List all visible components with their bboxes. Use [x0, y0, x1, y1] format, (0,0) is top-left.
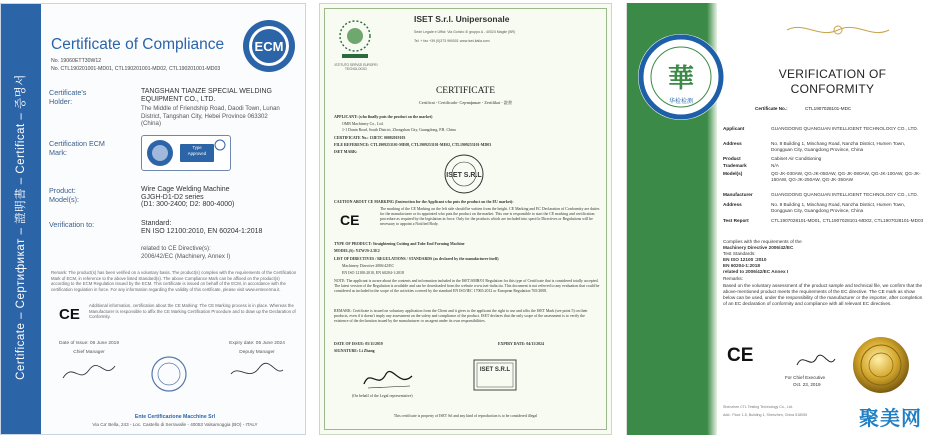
date-of-issue: Date of Issue: 06 June 2019 — [58, 341, 119, 346]
note-paragraph: NOTE: The applicant is aware about the contents and information included in the ISET/SMH/01 Regulation for this type of Certificate that is considered totally accepted. The latest version of the Regulation is available and can be downloaded from the website www.iset-italia.itu. This document is not referred to any evaluation that could be considered as included in the scope of the activities covered by the standard EN ISO/IEC 17065:2012 or European Regulation 765/2008. — [334, 279, 600, 293]
watermark: 聚美网 — [859, 408, 922, 430]
field-label: Test Report — [723, 218, 749, 223]
field-value: Cabinet Air Conditioning — [771, 156, 822, 161]
field-label: Address — [723, 141, 742, 146]
certificate-title: CERTIFICATE — [435, 86, 496, 96]
footer-company: Shenzhen CTL Testing Technology Co., Ltd. — [723, 405, 793, 409]
holder-label: Certificate's Holder: — [49, 88, 87, 106]
field-value: No. 8 Building 1, Minchang Road, Nanzha District, Humen Town, Dongguan City, Guangdong Province, China — [771, 141, 906, 152]
remarks-text: Based on the voluntary assessment of the product sample and technical file, we confirm that the above-mentioned product meets the requirements of the EC directive. The CE mark as show below can be used, under the responsibility of the manufacturer or the importer, after completion of an EC declaration of conformity and compliance with all relevant EC directives. — [723, 283, 923, 306]
expiry-date: Expiry date: 05 June 2024 — [229, 341, 285, 346]
cert-no-value: CTL1907028101-MDC — [805, 106, 852, 111]
holder-value: TANGSHAN TIANZE SPECIAL WELDING EQUIPMENT CO., LTD. — [141, 88, 272, 103]
field-label: Manufacturer — [723, 192, 753, 197]
directive-2: EN ISO 12100:2010, EN 60204-1:2018 — [342, 271, 404, 275]
type-of-product: TYPE OF PRODUCT: Straightening Cutting and Tube End Forming Machine — [334, 242, 465, 246]
signature-caption: (On behalf of the Legal representative) — [352, 394, 413, 398]
footer-company: Ente Certificazione Macchine Srl — [134, 414, 216, 420]
signer-left: Chief Manager — [73, 350, 105, 355]
product-value: Wire Cage Welding Machine GJGH-D1-D2 series (D1: 300-2400; D2: 800-4000) — [141, 186, 235, 208]
certificate-no: CERTIFICATE No.: 13IETC 00082019103 — [334, 136, 406, 140]
field-value: N/A — [771, 163, 779, 168]
product-label: Product: Model(s): — [49, 186, 79, 204]
gold-seal-icon — [851, 333, 911, 397]
ce-mark-icon: CE — [59, 306, 80, 323]
verification-title: VERIFICATION OF CONFORMITY — [778, 67, 887, 96]
certificate-number-line: No. CTL190201001-MD01, CTL190201001-MD02, CTL190201001-MD03 — [51, 66, 221, 72]
directive-value: related to CE Directive(s): 2006/42/EC (Machinery, Annex I) — [141, 245, 231, 260]
remarks-label: Remarks: — [723, 276, 744, 281]
holder-address: The Middle of Friendship Road, Daodi Town, Lunan District, Tangshan City, Hebei Province 063302 (China) — [141, 105, 280, 127]
field-label: Trademark — [723, 163, 747, 168]
mark-box-text: Type Approved — [187, 145, 207, 156]
expiry-date: EXPIRY DATE: 04/11/2024 — [498, 342, 544, 346]
company-stamp-text: ISET S.R.L — [479, 367, 511, 373]
signature-right-icon — [227, 358, 287, 388]
ecm-logo-icon — [241, 18, 297, 74]
certificate-number: No. 19060ETT30W12 — [51, 58, 102, 64]
side-band — [1, 4, 41, 434]
field-label: Model(s) — [723, 171, 743, 176]
directive-1: Machinery Directive 2006/42/EC — [342, 264, 395, 268]
footer-address: Via Ca' Bella, 243 - Loc. Castello di Serravalle - 40053 Valsamoggia (BO) - ITALY — [92, 422, 258, 427]
field-label: Address — [723, 202, 742, 207]
verification-label: Verification to: — [49, 220, 95, 229]
ecm-certificate — [0, 3, 306, 435]
certification-mark — [141, 135, 231, 171]
logo-caption: ISTITUTO SERVIZI EUROPEI TECNOLOGICI — [334, 63, 378, 71]
field-label: Product — [723, 156, 741, 161]
additional-paragraph: Additional information, certification about the CE Marking: The CE Marking process is in place. Whereas the Manufacturer is responsible to affix the CE Marking Certification Procedure and to draw up the Declaration of Conformity. — [89, 303, 296, 320]
ce-mark-icon: CE — [340, 212, 360, 228]
mark-label: Certification ECM Mark: — [49, 139, 105, 157]
iset-address: Sede Legale e Uffici: Via Gorizio 4/ gruppo A - 40024 Maglie (BR) — [414, 30, 516, 34]
iset-mark-icon — [440, 152, 488, 196]
company-stamp-icon — [470, 354, 520, 396]
iset-mark-text: ISET S.R.L — [446, 172, 482, 179]
iset-company-name: ISET S.r.l. Unipersonale — [414, 14, 510, 24]
signature-left-icon — [59, 358, 119, 388]
cert-no-label: Certificate No.: — [755, 106, 788, 111]
ecm-logo-text: ECM — [254, 39, 284, 54]
caution-body: The marking of the CE Marking on the left side should be written from the height. CE Marking and EC Declaration of Conformity are duties for the manufacturer or its appointed who puts the product on the market. This one is responsible to start the CE marking and certification procedure as required by the legislation in force. Only for the products which are included into specific Directives or Regulations will be necessary to appoint a Notified Body. — [380, 207, 600, 226]
sign-date: Oct. 23, 2019 — [793, 382, 821, 387]
iset-phone: Tel. + fax +39 (0)373 990001 www.iset-italia.com — [414, 39, 490, 43]
test-standards-label: Test Standards: — [723, 251, 756, 256]
caution-title: CAUTION ABOUT CE MARKING (Instruction for the Applicant who puts the product on the EU market): — [334, 200, 514, 204]
ctl-seal-icon — [635, 31, 727, 123]
signature-label: SIGNATURE: Li Zhang — [334, 349, 375, 353]
remark-paragraph: REMARK: Certificate is issued on voluntary application from the Client and it gives to the applicant the right to use and affix the ISET Mark (see point 5) on their products, even if it doesn't imply any assessment on the safety and compliance of the product. ISET declares that the only scope of the assessment is to verify the existence of the declaration issued by the manufacturer or an agent under its own responsibilities. — [334, 309, 588, 323]
complies-text: Complies with the requirements of the — [723, 239, 802, 244]
side-band-text: Certificate – Сертификат – 證明書 – Certificat – 증명서 — [15, 74, 27, 380]
field-value: GUANGDONG QUANGUAN INTELLIGENT TECHNOLOGY CO., LTD. — [771, 192, 919, 197]
field-value: No. 8 Building 1, Minchang Road, Nanzha District, Humen Town, Dongguan City, Guangdong Province, China — [771, 202, 906, 213]
field-value: GUANGDONG QUANGUAN INTELLIGENT TECHNOLOGY CO., LTD. — [771, 126, 919, 131]
stamp-icon — [147, 354, 191, 394]
iset-logo-icon — [334, 16, 376, 60]
applicant-label: APPLICANT: (who finally puts the product on the market) — [334, 115, 433, 119]
ornament-icon — [785, 19, 891, 41]
iset-certificate — [319, 3, 612, 435]
file-reference: FILE REFERENCE: CTL1909253101-ME08, CTL1909253101-ME02, CTL1909253101-MD03 — [334, 143, 492, 147]
related-annex: related to 2006/42/EC Annex I — [723, 269, 789, 274]
applicant-address: 1-1 Danin Road, South District, Zhongshan City, Guangdong, P.R. China — [342, 128, 456, 132]
signer-right: Deputy Manager — [239, 350, 275, 355]
standard-2: EN 60204-1:2018 — [723, 263, 761, 268]
seal-caption: 华检检测 — [668, 98, 694, 105]
remark-paragraph: Remark: The product(s) has been verified on a voluntary basis. The product(s) complies with the requirements of the Certification Mark of ECM, in reference to the above listed Standard(s). The above Compliance Mark can be affixed on the product(s) according to the ECM Regulation issued by the ECM. This certificate is issued on behalf of the ECM, in accordance with the certification regulation in force. For any information regarding the validity of this certificate, please visit www.entecerma.it. — [51, 270, 297, 292]
signature-icon — [360, 362, 416, 394]
iset-mark-label: ISET MARK: — [334, 150, 358, 154]
directive-text: Machinery Directive 2006/42/EC — [723, 245, 794, 250]
field-value: QG-JK-030AW, QG-JK-050AW, QG-JK-080AW, QG-JK-100AW, QG-JK-150AW, QG-JK-250AW, QG-JK-350AW — [771, 171, 921, 182]
field-value: CTL1907028101-MD01, CTL1907028101-MD02, CTL1907028101-MD03 — [771, 218, 924, 223]
footer-address: Add.: Floor 1-5, Building 1, Shenzhen, China 518055 — [723, 413, 808, 417]
signer-title: For Chief Executive — [785, 375, 826, 380]
applicant-name: OMB Machinery Co., Ltd. — [342, 122, 384, 126]
certificate-subtitle: Certificat - Certificado- Сертификат - Zertifikat - 證書 — [418, 100, 513, 105]
verification-value: Standard: EN ISO 12100:2010, EN 60204-1:2018 — [141, 220, 263, 235]
field-label: Applicant — [723, 126, 745, 131]
date-of-issue: DATE OF ISSUE: 05/11/2019 — [334, 342, 383, 346]
model: MODEL(S): YZWJS-2.5E2 — [334, 249, 380, 253]
signature-icon — [793, 347, 839, 373]
certificate-title: Certificate of Compliance — [51, 36, 225, 53]
ce-mark-icon: CE — [727, 345, 754, 366]
seal-glyph: 華 — [667, 64, 695, 94]
list-of-directives: LIST OF DIRECTIVES / REGULATIONS / STANDARDS (as declared by the manufacturer itself) — [334, 257, 499, 261]
ctl-verification-certificate — [626, 3, 930, 435]
standard-1: EN ISO 12100 :2010 — [723, 257, 767, 262]
footer-note: This certificate is property of ISET Srl and any kind of reproduction is to be considered illegal — [393, 414, 538, 418]
